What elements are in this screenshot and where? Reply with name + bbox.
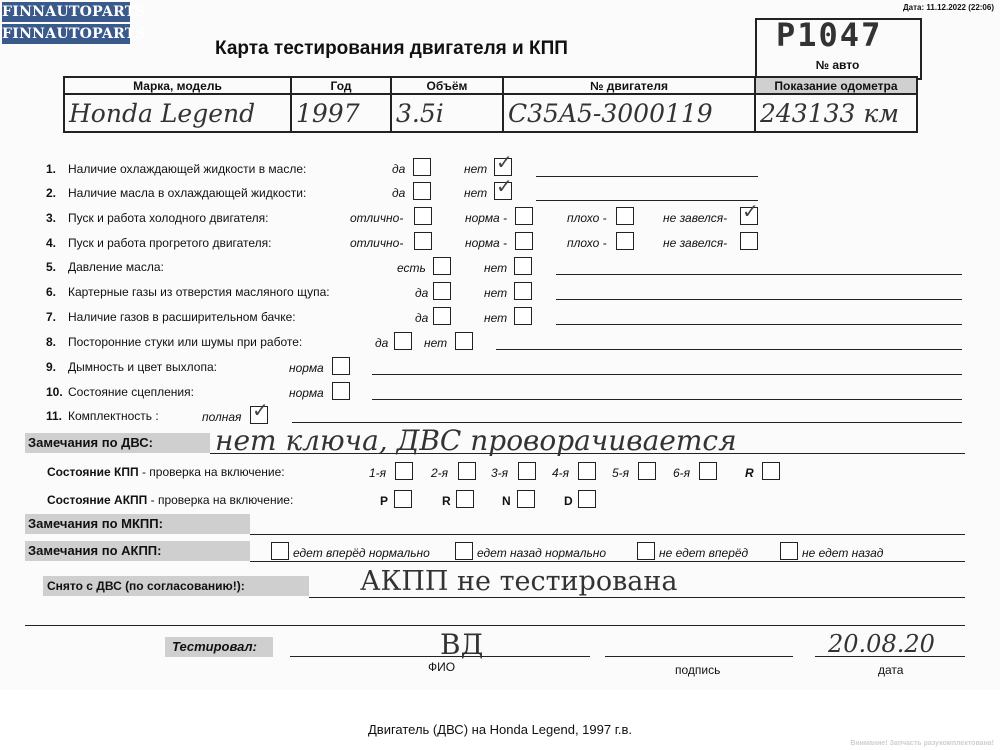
column-header: Объём <box>391 77 503 94</box>
option-label: да <box>375 336 389 350</box>
question-text: Картерные газы из отверстия масляного щупа: <box>68 285 330 299</box>
checkbox[interactable] <box>413 182 431 200</box>
checkbox[interactable] <box>455 332 473 350</box>
akpp-option-label: не едет вперёд <box>659 546 749 560</box>
gear-checkbox[interactable] <box>517 490 535 508</box>
option-label: есть <box>397 261 426 275</box>
fio-caption: ФИО <box>428 660 456 674</box>
question-number: 6. <box>46 285 57 299</box>
question-number: 11. <box>46 409 63 423</box>
answer-line <box>536 200 758 201</box>
checkbox[interactable] <box>515 232 533 250</box>
question-number: 7. <box>46 310 57 324</box>
answer-line <box>372 374 962 375</box>
answer-line <box>250 561 965 562</box>
akpp-row-label <box>47 493 293 507</box>
model-value: Honda Legend <box>64 94 291 132</box>
option-label: нет <box>484 311 508 325</box>
check-mark-icon: ✓ <box>742 201 759 223</box>
option-label: плохо - <box>567 236 607 250</box>
gear-label: R <box>745 466 754 480</box>
option-label: да <box>415 311 429 325</box>
gear-label: 4-я <box>552 466 570 480</box>
answer-line <box>309 597 965 598</box>
removed-label: Снято с ДВС (по согласованию!): <box>47 579 245 593</box>
gear-checkbox[interactable] <box>578 462 596 480</box>
question-text: Наличие масла в охлаждающей жидкости: <box>68 186 307 200</box>
mkpp-remarks-label: Замечания по МКПП: <box>28 516 163 531</box>
option-label: не завелся- <box>663 236 728 250</box>
gear-label: P <box>380 494 389 508</box>
gear-label: 5-я <box>612 466 630 480</box>
checkbox-checked[interactable] <box>494 176 513 200</box>
column-header: Марка, модель <box>64 77 291 94</box>
removed-value: АКПП не тестирована <box>360 566 678 597</box>
option-label: нет <box>484 261 508 275</box>
signature-line <box>605 656 793 657</box>
gear-label: 1-я <box>369 466 387 480</box>
option-label: да <box>415 286 429 300</box>
auto-number-value: P1047 <box>776 16 883 54</box>
vehicle-info-table <box>63 76 918 133</box>
question-text: Посторонние стуки или шумы при работе: <box>68 335 303 349</box>
tester-name-value: ВД <box>440 628 484 661</box>
question-number: 4. <box>46 236 57 250</box>
checkbox-checked[interactable] <box>740 201 759 225</box>
akpp-remarks-label: Замечания по АКПП: <box>28 543 162 558</box>
watermark-note: Внимание! Запчасть разукомплектована! <box>850 740 994 747</box>
checkbox[interactable] <box>740 232 758 250</box>
akpp-option-checkbox[interactable] <box>455 542 473 560</box>
checkbox[interactable] <box>515 207 533 225</box>
akpp-option-checkbox[interactable] <box>637 542 655 560</box>
volume-value: 3.5i <box>391 94 503 132</box>
question-number: 2. <box>46 186 57 200</box>
gear-checkbox[interactable] <box>699 462 717 480</box>
question-text: Пуск и работа холодного двигателя: <box>68 211 269 225</box>
odometer-value: 243133 км <box>755 94 917 132</box>
checkbox[interactable] <box>616 207 634 225</box>
option-label: плохо - <box>567 211 607 225</box>
kpp-label: Состояние КПП <box>47 465 139 479</box>
option-label: да <box>392 186 406 200</box>
option-label: норма - <box>465 236 508 250</box>
answer-line <box>556 299 962 300</box>
question-number: 5. <box>46 260 57 274</box>
question-number: 8. <box>46 335 57 349</box>
test-date-value: 20.08.20 <box>828 630 935 658</box>
year-value: 1997 <box>291 94 391 132</box>
option-label: нет <box>464 162 488 176</box>
akpp-label-suffix: - проверка на включение: <box>147 493 294 507</box>
option-label: отлично- <box>350 236 404 250</box>
gear-checkbox[interactable] <box>638 462 656 480</box>
gear-checkbox[interactable] <box>456 490 474 508</box>
gear-label: 2-я <box>431 466 449 480</box>
checkbox[interactable] <box>433 257 451 275</box>
akpp-option-checkbox[interactable] <box>780 542 798 560</box>
akpp-option-label: не едет назад <box>802 546 884 560</box>
column-header: № двигателя <box>503 77 755 94</box>
akpp-label: Состояние АКПП <box>47 493 148 507</box>
checkbox[interactable] <box>413 158 431 176</box>
option-label: полная <box>202 410 242 424</box>
checkbox[interactable] <box>414 207 432 225</box>
checkbox[interactable] <box>394 332 412 350</box>
checkbox[interactable] <box>433 282 451 300</box>
question-text: Комплектность : <box>68 409 159 423</box>
question-number: 3. <box>46 211 57 225</box>
check-mark-icon: ✓ <box>496 152 513 174</box>
checkbox[interactable] <box>514 257 532 275</box>
option-label: да <box>392 162 406 176</box>
gear-checkbox[interactable] <box>518 462 536 480</box>
question-text: Дымность и цвет выхлопа: <box>68 360 217 374</box>
checkbox[interactable] <box>616 232 634 250</box>
akpp-option-label: едет вперёд нормально <box>293 546 430 560</box>
checkbox[interactable] <box>332 357 350 375</box>
answer-line <box>372 399 962 400</box>
option-label: нет <box>424 336 448 350</box>
question-text: Наличие газов в расширительном бачке: <box>68 310 296 324</box>
gear-checkbox[interactable] <box>394 490 412 508</box>
engine-remarks-value: нет ключа, ДВС проворачивается <box>215 424 737 457</box>
image-caption: Двигатель (ДВС) на Honda Legend, 1997 г.в. <box>367 722 632 737</box>
check-mark-icon: ✓ <box>496 176 513 198</box>
date-caption: дата <box>878 663 904 677</box>
question-text: Наличие охлаждающей жидкости в масле: <box>68 162 307 176</box>
signature-caption: подпись <box>675 663 721 677</box>
logo: FINNAUTOPARTS <box>2 4 146 20</box>
answer-line <box>556 324 962 325</box>
question-number: 10. <box>46 385 63 399</box>
date-stamp: Дата: 11.12.2022 (22:06) <box>902 3 994 12</box>
checkbox[interactable] <box>332 382 350 400</box>
gear-checkbox[interactable] <box>762 462 780 480</box>
gear-checkbox[interactable] <box>395 462 413 480</box>
kpp-label-suffix: - проверка на включение: <box>138 465 285 479</box>
column-header: Показание одометра <box>755 77 917 94</box>
answer-line <box>292 422 962 423</box>
answer-line <box>556 274 962 275</box>
column-header: Год <box>291 77 391 94</box>
answer-line <box>536 176 758 177</box>
gear-checkbox[interactable] <box>578 490 596 508</box>
question-number: 1. <box>46 162 57 176</box>
tested-label: Тестировал: <box>172 639 257 654</box>
auto-number-label: № авто <box>815 58 860 72</box>
gear-checkbox[interactable] <box>458 462 476 480</box>
question-number: 9. <box>46 360 57 374</box>
answer-line <box>496 349 962 350</box>
checkbox[interactable] <box>414 232 432 250</box>
gear-label: N <box>502 494 511 508</box>
checkbox[interactable] <box>433 307 451 325</box>
page-title: Карта тестирования двигателя и КПП <box>215 38 568 59</box>
question-text: Давление масла: <box>68 260 164 274</box>
gear-label: 6-я <box>673 466 691 480</box>
option-label: норма - <box>465 211 508 225</box>
checkbox[interactable] <box>514 307 532 325</box>
logo: FINNAUTOPARTS <box>2 26 146 42</box>
question-text: Состояние сцепления: <box>68 385 194 399</box>
option-label: отлично- <box>350 211 404 225</box>
option-label: нет <box>464 186 488 200</box>
akpp-option-label: едет назад нормально <box>477 546 607 560</box>
option-label: нет <box>484 286 508 300</box>
kpp-row-label <box>47 465 285 479</box>
option-label: не завелся- <box>663 211 728 225</box>
gear-label: D <box>564 494 573 508</box>
checkbox[interactable] <box>514 282 532 300</box>
engine-number-value: C35A5-3000119 <box>503 94 755 132</box>
question-text: Пуск и работа прогретого двигателя: <box>68 236 272 250</box>
checkbox-checked[interactable] <box>250 400 269 424</box>
gear-label: 3-я <box>491 466 509 480</box>
gear-label: R <box>442 494 451 508</box>
answer-line <box>25 625 965 626</box>
check-mark-icon: ✓ <box>252 400 269 422</box>
answer-line <box>250 534 965 535</box>
akpp-option-checkbox[interactable] <box>271 542 289 560</box>
option-label: норма <box>289 361 324 375</box>
engine-remarks-label: Замечания по ДВС: <box>28 435 153 450</box>
option-label: норма <box>289 386 324 400</box>
